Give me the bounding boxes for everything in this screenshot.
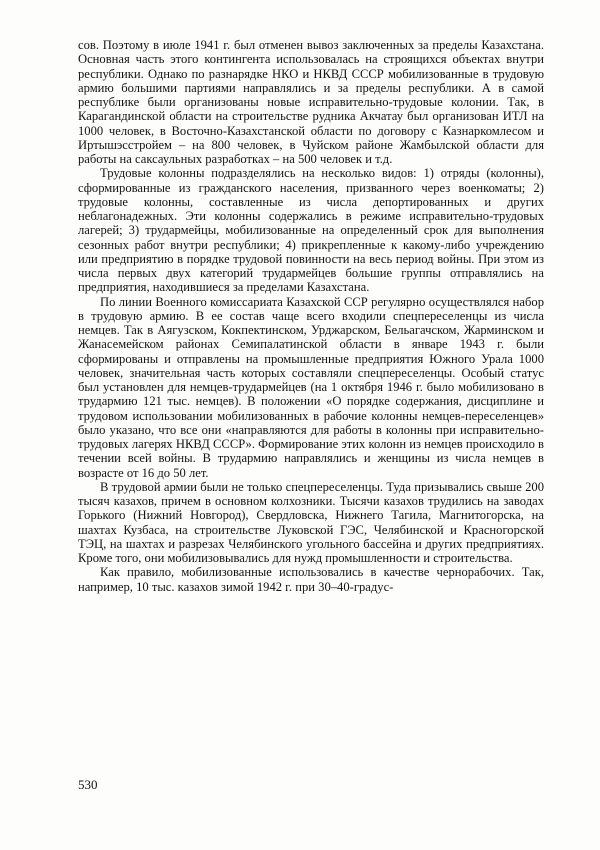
paragraph-4: В трудовой армии были не только спецпереселенцы. Туда призывались свыше 200 тысяч казахов, причем в основном колхозники. Тысячи казахов трудились на заводах Горького (Нижний Новгород), Свердловска, Нижнего Тагила, Магнитогорска, на шахтах Кузбаса, на строительстве Луковской ГЭС, Челябинской и Красногорской ТЭЦ, на шахтах и разрезах Челябинского угольного бассейна и других предприятиях. Кроме того, они мобилизовывались для нужд промышленности и строительства. (78, 479, 544, 565)
paragraph-2: Трудовые колонны подразделялись на несколько видов: 1) отряды (колонны), сформированные из гражданского населения, призванного через военкоматы; 2) трудовые колонны, составленные из числа депортированных и других неблагонадежных. Эти колонны содержались в режиме исправительно-трудовых лагерей; 3) трудармейцы, мобилизованные на определенный срок для выполнения сезонных работ внутри республики; 4) прикрепленные к какому-либо учреждению или предприятию в порядке трудовой повинности на весь период войны. При этом из числа первых двух категорий трудармейцев большие группы отправлялись на предприятия, находившиеся за пределами Казахстана. (78, 166, 544, 295)
text-body (78, 38, 544, 594)
paragraph-3: По линии Военного комиссариата Казахской ССР регулярно осуществлялся набор в трудовую армию. В ее состав чаще всего входили спецпереселенцы из числа немцев. Так в Аягузском, Кокпектинском, Урджарском, Бельагачском, Жарминском и Жанасемейском районах Семипалатинской области в январе 1943 г. были сформированы и отправлены на промышленные предприятия Южного Урала 1000 человек, значительная часть которых составляли спецпереселенцы. Особый статус был установлен для немцев-трудармейцев (на 1 октября 1946 г. было мобилизовано в трудармию 121 тыс. немцев). В положении «О порядке содержания, дисциплине и трудовом использовании мобилизованных в рабочие колонны немцев-переселенцев» было указано, что все они «направляются для работы в колонны при исправительно-трудовых лагерях НКВД СССР». Формирование этих колонн из немцев происходило в течении всей войны. В трудармию направлялись и женщины из числа немцев в возрасте от 16 до 50 лет. (78, 294, 544, 480)
paragraph-5: Как правило, мобилизованные использовались в качестве чернорабочих. Так, например, 10 тыс. казахов зимой 1942 г. при 30–40-градус- (78, 565, 544, 594)
page-number: 530 (78, 777, 98, 792)
paragraph-1: сов. Поэтому в июле 1941 г. был отменен вывоз заключенных за пределы Казахстана. Основная часть этого контингента использовалась на строящихся объектах внутри республики. Однако по разнарядке НКО и НКВД СССР мобилизованные в трудовую армию большими партиями направлялись и за пределы республики. А в самой республике были организованы новые исправительно-трудовые колонии. Так, в Карагандинской области на строительстве рудника Акчатау был организован ИТЛ на 1000 человек, в Восточно-Казахстанской области по договору с Казнаркомлесом и Иртышэсстройем – на 800 человек, в Чуйском районе Жамбылской области для работы на саксаульных разработках – на 500 человек и т.д. (78, 38, 544, 166)
